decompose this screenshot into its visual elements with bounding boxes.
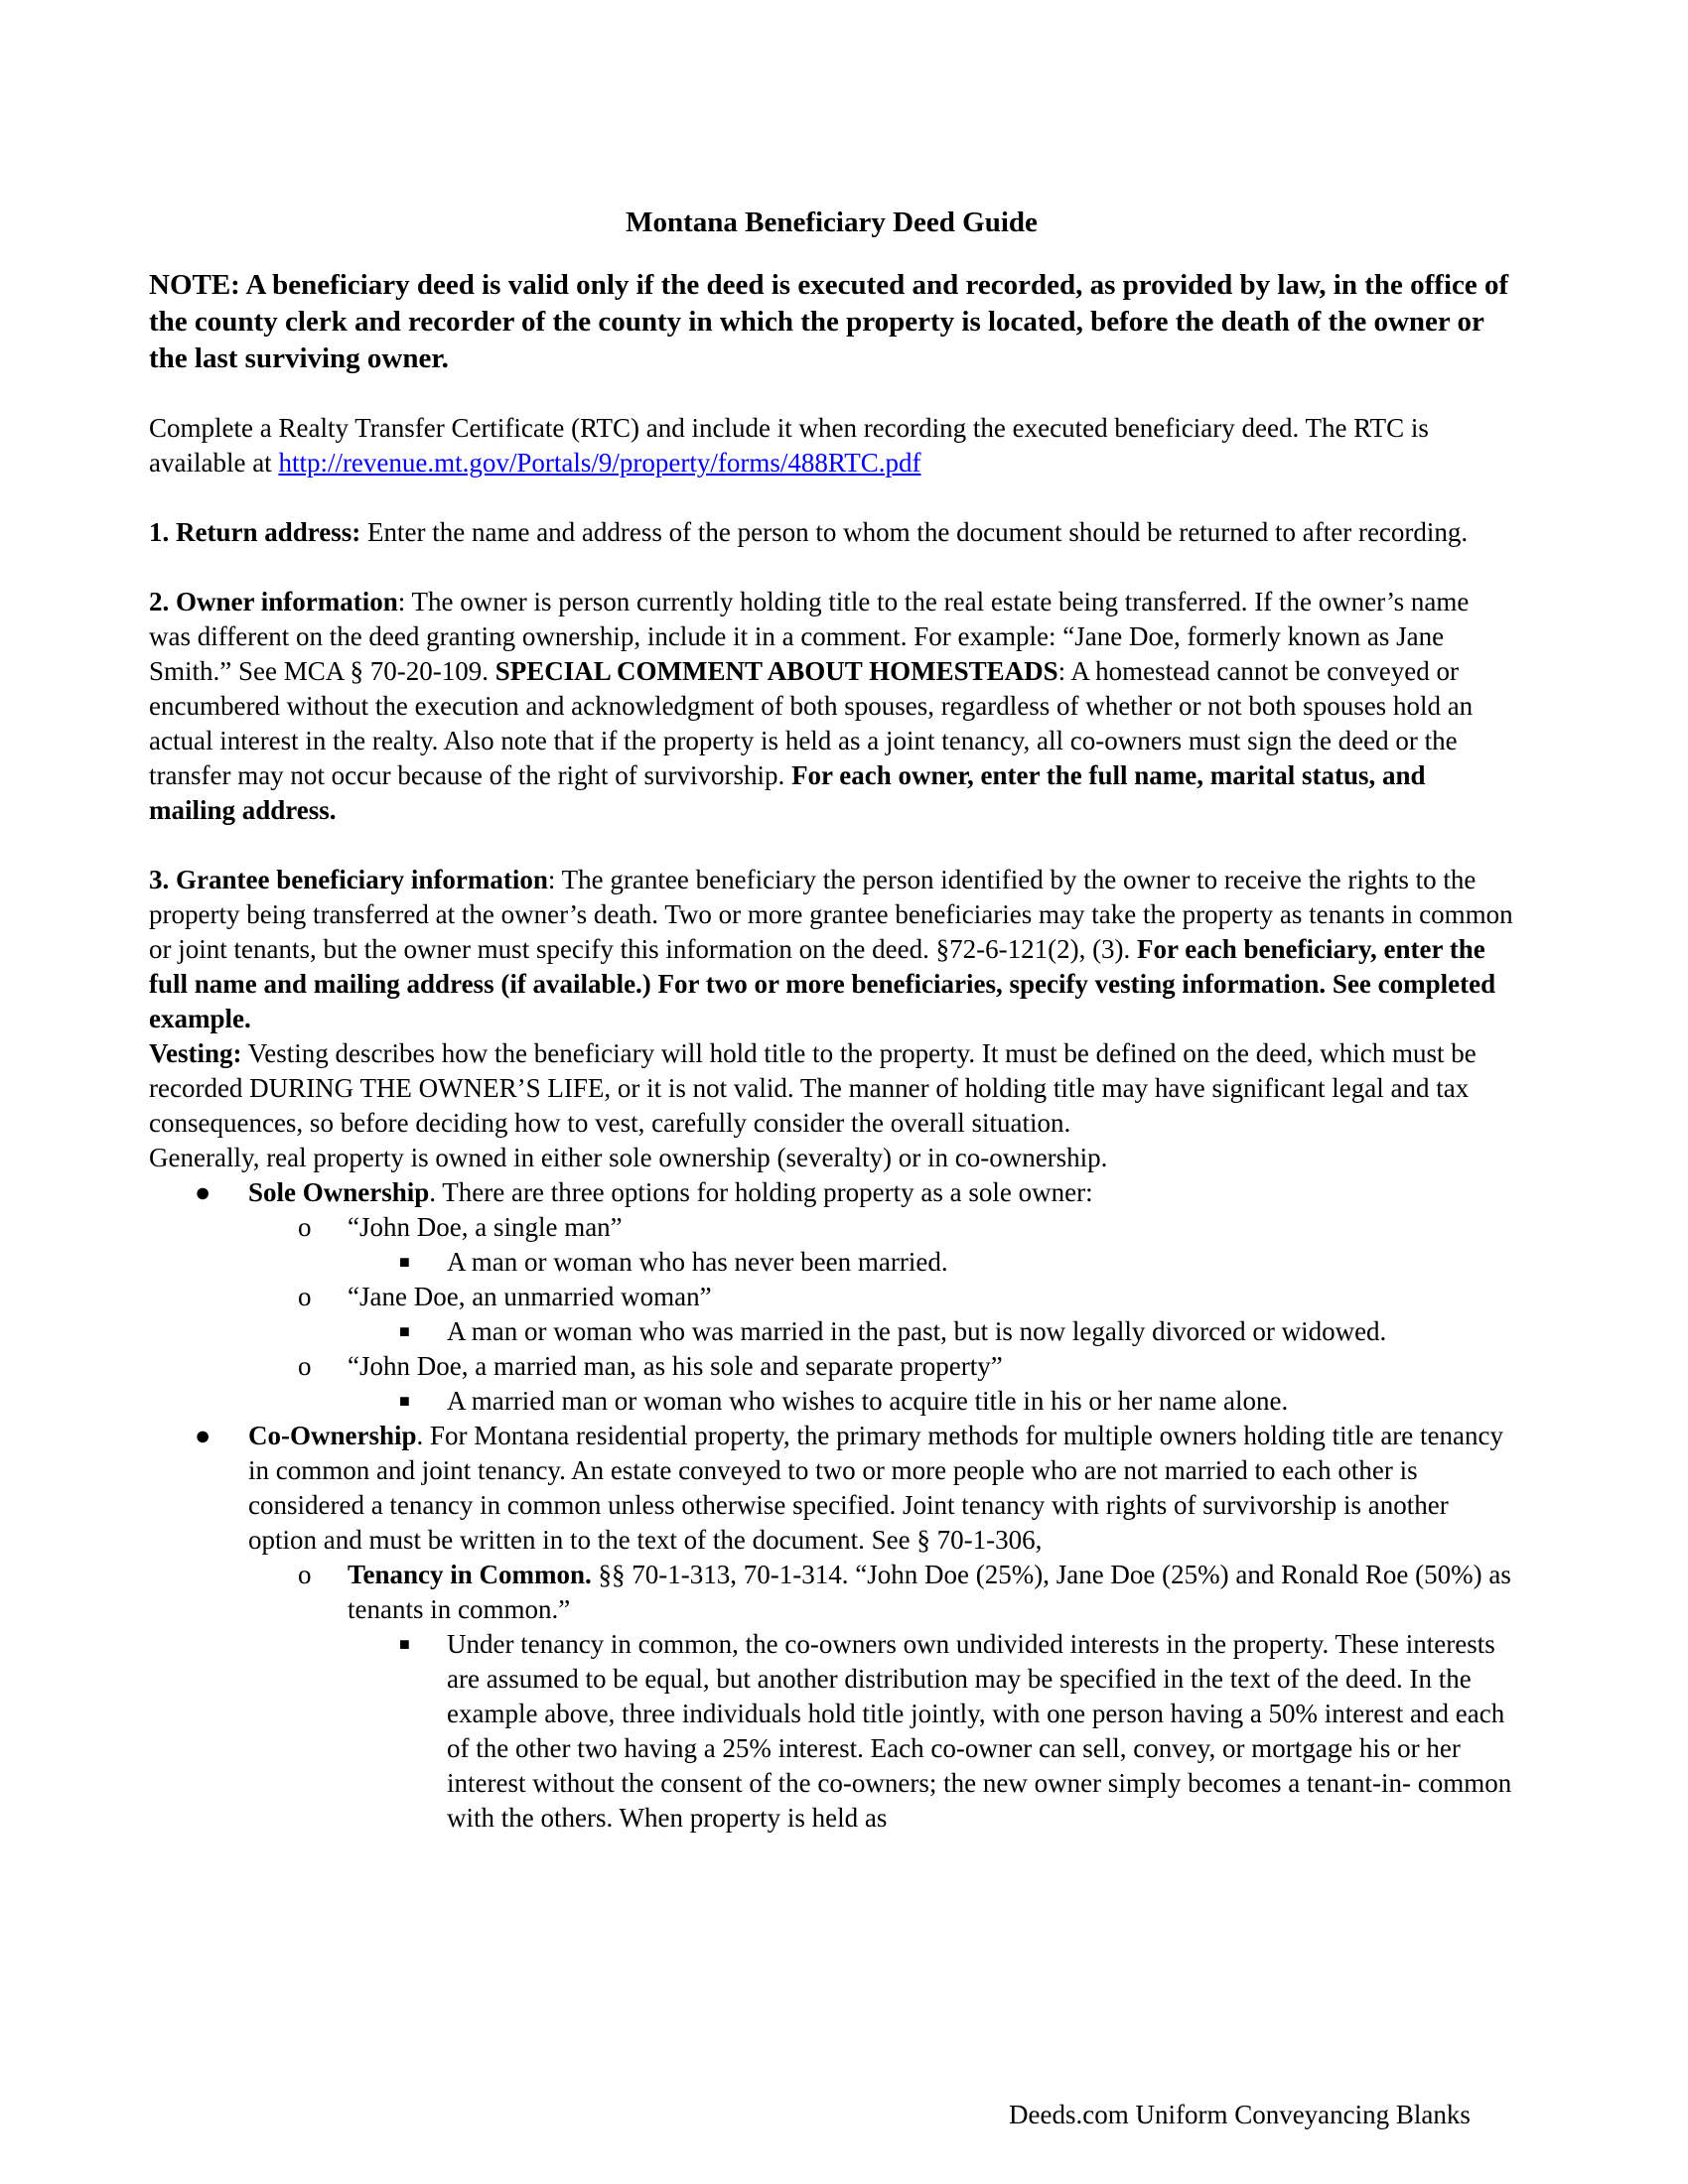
tenancy-in-common-desc-item: [149, 1627, 1514, 1836]
circle-bullet-icon: o: [298, 1212, 312, 1242]
circle-bullet-icon: o: [298, 1351, 312, 1381]
sole-ownership-heading: Sole Ownership: [248, 1177, 430, 1207]
note-paragraph: NOTE: A beneficiary deed is valid only if the deed is executed and recorded, as provided by law, in the office of the county clerk and recorder of the county in which the property is located, before the death of the owner or the last surviving owner.: [149, 269, 1509, 374]
owner-information-paragraph: [149, 585, 1514, 828]
sole-option-desc: A man or woman who was married in the past, but is now legally divorced or widowed.: [447, 1316, 1387, 1346]
homesteads-heading: SPECIAL COMMENT ABOUT HOMESTEADS: [494, 656, 1058, 686]
co-ownership-item: [149, 1419, 1514, 1558]
sole-ownership-text: . There are three options for holding property as a sole owner:: [429, 1177, 1093, 1207]
grantee-information-heading: 3. Grantee beneficiary information: [149, 865, 548, 894]
sole-option-item: [149, 1280, 1514, 1314]
rtc-link[interactable]: http://revenue.mt.gov/Portals/9/property/forms/488RTC.pdf: [278, 448, 921, 478]
grantee-information-paragraph: [149, 863, 1514, 1036]
sole-option-desc: A man or woman who has never been married.: [447, 1247, 948, 1277]
sole-option-desc-item: [149, 1314, 1514, 1349]
beneficiary-instruction: For each beneficiary, enter the full name and mailing address (if available.) For two or more beneficiaries, specify vesting information. See completed example.: [149, 934, 1496, 1033]
sole-ownership-item: [149, 1175, 1514, 1210]
square-bullet-icon: ■: [399, 1321, 410, 1341]
page-footer: Deeds.com Uniform Conveyancing Blanks: [1009, 2100, 1471, 2129]
sole-option-desc-item: [149, 1245, 1514, 1280]
generally-paragraph: Generally, real property is owned in either sole ownership (severalty) or in co-ownership.: [149, 1143, 1108, 1172]
tenancy-in-common-text: §§ 70-1-313, 70-1-314. “John Doe (25%), Jane Doe (25%) and Ronald Roe (50%) as tenants in common.”: [348, 1560, 1511, 1624]
return-address-text: Enter the name and address of the person to whom the document should be returned to after recording.: [360, 517, 1469, 547]
sole-option-item: [149, 1349, 1514, 1384]
page-title: Montana Beneficiary Deed Guide: [626, 206, 1038, 238]
owner-information-heading: 2. Owner information: [149, 587, 398, 616]
circle-bullet-icon: o: [298, 1282, 312, 1311]
sole-option-desc: A married man or woman who wishes to acquire title in his or her name alone.: [447, 1386, 1289, 1416]
bullet-icon: ●: [195, 1421, 211, 1450]
owner-instruction: For each owner, enter the full name, marital status, and mailing address.: [149, 760, 1426, 825]
sole-option-desc-item: [149, 1384, 1514, 1419]
tenancy-in-common-item: [149, 1558, 1514, 1627]
co-ownership-heading: Co-Ownership: [248, 1421, 417, 1450]
sole-option-label: “Jane Doe, an unmarried woman”: [348, 1282, 712, 1311]
tenancy-in-common-desc: Under tenancy in common, the co-owners own undivided interests in the property. These interests are assumed to be equal, but another distribution may be specified in the text of the deed. In the example above, three individuals hold title jointly, with one person having a 50% interest and each of the other two having a 25% interest. Each co-owner can sell, convey, or mortgage his or her interest without the consent of the co-owners; the new owner simply becomes a tenant-in- common with the others. When property is held as: [447, 1629, 1512, 1833]
owner-information-text: : The owner is person currently holding title to the real estate being transferred. If the owner’s name was different on the deed granting ownership, include it in a comment. For example: “Jane Doe, formerly known as Jane Smith.” See MCA § 70-20-109.: [149, 587, 1470, 686]
vesting-heading: Vesting:: [149, 1038, 242, 1068]
bullet-icon: ●: [195, 1177, 211, 1207]
circle-bullet-icon: o: [298, 1560, 312, 1589]
homesteads-text: : A homestead cannot be conveyed or encumbered without the execution and acknowledgment of both spouses, regardless of whether or not both spouses hold an actual interest in the realty. Also note that if the property is held as a joint tenancy, all co-owners must sign the deed or the transfer may not occur because of the right of survivorship.: [149, 656, 1474, 790]
document-page: [149, 206, 1514, 1836]
return-address-heading: 1. Return address:: [149, 517, 361, 547]
sole-option-label: “John Doe, a married man, as his sole and separate property”: [348, 1351, 1003, 1381]
vesting-paragraph: [149, 1036, 1514, 1141]
grantee-information-text: : The grantee beneficiary the person identified by the owner to receive the rights to the property being transferred at the owner’s death. Two or more grantee beneficiaries may take the property as tenants in common or joint tenants, but the owner must specify this information on the deed. §72-6-121(2), (3).: [149, 865, 1513, 964]
square-bullet-icon: ■: [399, 1252, 410, 1272]
return-address-paragraph: [149, 515, 1514, 550]
sole-option-label: “John Doe, a single man”: [348, 1212, 623, 1242]
square-bullet-icon: ■: [399, 1391, 410, 1411]
sole-option-item: [149, 1210, 1514, 1245]
square-bullet-icon: ■: [399, 1634, 410, 1654]
rtc-text: Complete a Realty Transfer Certificate (RTC) and include it when recording the executed beneficiary deed. The RTC is available at: [149, 413, 1429, 478]
ownership-list: [149, 1175, 1514, 1836]
co-ownership-text: . For Montana residential property, the primary methods for multiple owners holding title are tenancy in common and joint tenancy. An estate conveyed to two or more people who are not married to each other is considered a tenancy in common unless otherwise specified. Joint tenancy with rights of survivorship is another option and must be written in to the text of the document. See § 70-1-306,: [248, 1421, 1503, 1555]
rtc-paragraph: [149, 411, 1514, 480]
tenancy-in-common-heading: Tenancy in Common.: [348, 1560, 592, 1589]
vesting-text: Vesting describes how the beneficiary will hold title to the property. It must be defined on the deed, which must be recorded DURING THE OWNER’S LIFE, or it is not valid. The manner of holding title may have significant legal and tax consequences, so before deciding how to vest, carefully consider the overall situation.: [149, 1038, 1477, 1138]
